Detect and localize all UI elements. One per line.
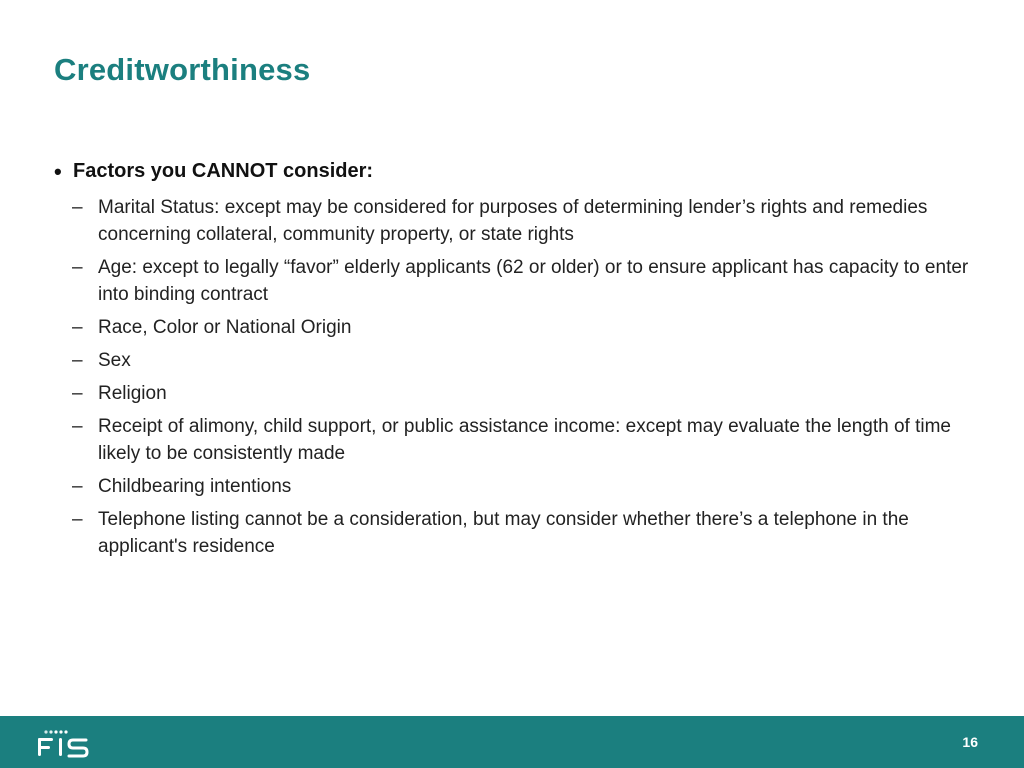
main-bullet-text: Factors you CANNOT consider: [73, 160, 374, 182]
list-item-text: Childbearing intentions [98, 476, 292, 497]
list-item [54, 380, 974, 407]
list-item-text: Receipt of alimony, child support, or public assistance income: except may evaluate the length of time likely to be consistently made [98, 416, 951, 464]
list-item-text: Age: except to legally “favor” elderly applicants (62 or older) or to ensure applicant has capacity to enter into binding contract [98, 257, 969, 305]
dash-icon: – [72, 476, 83, 497]
footer-bar [0, 716, 1024, 768]
dash-icon: – [72, 509, 83, 530]
list-item-text: Sex [98, 350, 131, 371]
dash-icon: – [72, 416, 83, 437]
list-item-text: Telephone listing cannot be a consideration, but may consider whether there’s a telephone in the applicant's residence [98, 509, 909, 557]
list-item-text: Race, Color or National Origin [98, 317, 352, 338]
slide-title: Creditworthiness [54, 52, 311, 87]
slide-content [54, 160, 974, 566]
main-bullet [54, 160, 974, 184]
dash-icon: – [72, 317, 83, 338]
list-item [54, 314, 974, 341]
list-item-text: Marital Status: except may be considered for purposes of determining lender’s rights and remedies concerning collateral, community property, or state rights [98, 197, 928, 245]
dash-icon: – [72, 197, 83, 218]
list-item [54, 473, 974, 500]
page-number: 16 [962, 734, 978, 750]
list-item [54, 413, 974, 467]
fis-logo-icon [36, 726, 116, 760]
list-item [54, 194, 974, 248]
factor-list [54, 194, 974, 560]
list-item [54, 254, 974, 308]
bullet-dot-icon: • [54, 159, 62, 184]
list-item [54, 347, 974, 374]
dash-icon: – [72, 383, 83, 404]
dash-icon: – [72, 257, 83, 278]
dash-icon: – [72, 350, 83, 371]
list-item [54, 506, 974, 560]
list-item-text: Religion [98, 383, 167, 404]
